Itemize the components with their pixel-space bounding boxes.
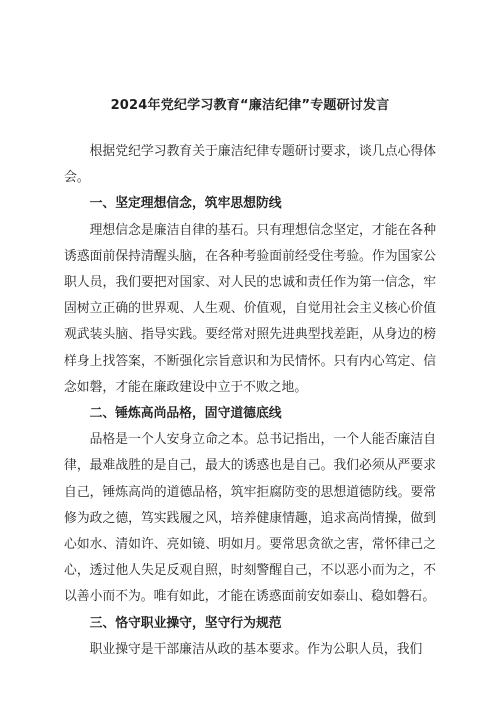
intro-paragraph: 根据党纪学习教育关于廉洁纪律专题研讨要求，谈几点心得体会。 [64,144,436,186]
section-paragraph-1: 理想信念是廉洁自律的基石。只有理想信念坚定，才能在各种诱惑面前保持清醒头脑，在各种考验面前经受住考验。作为国家公职人员，我们要把对国家、对人民的忠诚和责任作为第一信念，牢固树立正确的世界观、人生观、价值观，自觉用社会主义核心价值观武装头脑、指导实践。要经常对照先进典型找差距，从身边的榜样身上找答案，不断强化宗旨意识和为民情怀。只有内心笃定、信念如磐，才能在廉政建设中立于不败之地。 [64,222,436,395]
section-heading-1: 一、坚定理想信念，筑牢思想防线 [89,196,282,212]
section-paragraph-3: 职业操守是干部廉洁从政的基本要求。作为公职人员，我们 [89,641,423,657]
section-paragraph-2: 品格是一个人安身立命之本。总书记指出，一个人能否廉洁自律，最难战胜的是自己，最大的诱惑也是自己。我们必须从严要求自己，锤炼高尚的道德品格，筑牢拒腐防变的思想道德防线。要常修为政之德，笃实践履之风，培养健康情趣，追求高尚情操，做到心如水、清如许、亮如镜、明如月。要常思贪欲之害，常怀律己之心，透过他人失足反观自照，时刻警醒自己，不以恶小而为之，不以善小而不为。唯有如此，才能在诱惑面前安如泰山、稳如磐石。 [64,432,436,605]
document-body [64,139,436,663]
document-title: 2024年党纪学习教育“廉洁纪律”专题研讨发言 [110,98,390,113]
section-heading-2: 二、锤炼高尚品格，固守道德底线 [89,406,282,422]
section-heading-3: 三、恪守职业操守，坚守行为规范 [89,615,282,631]
